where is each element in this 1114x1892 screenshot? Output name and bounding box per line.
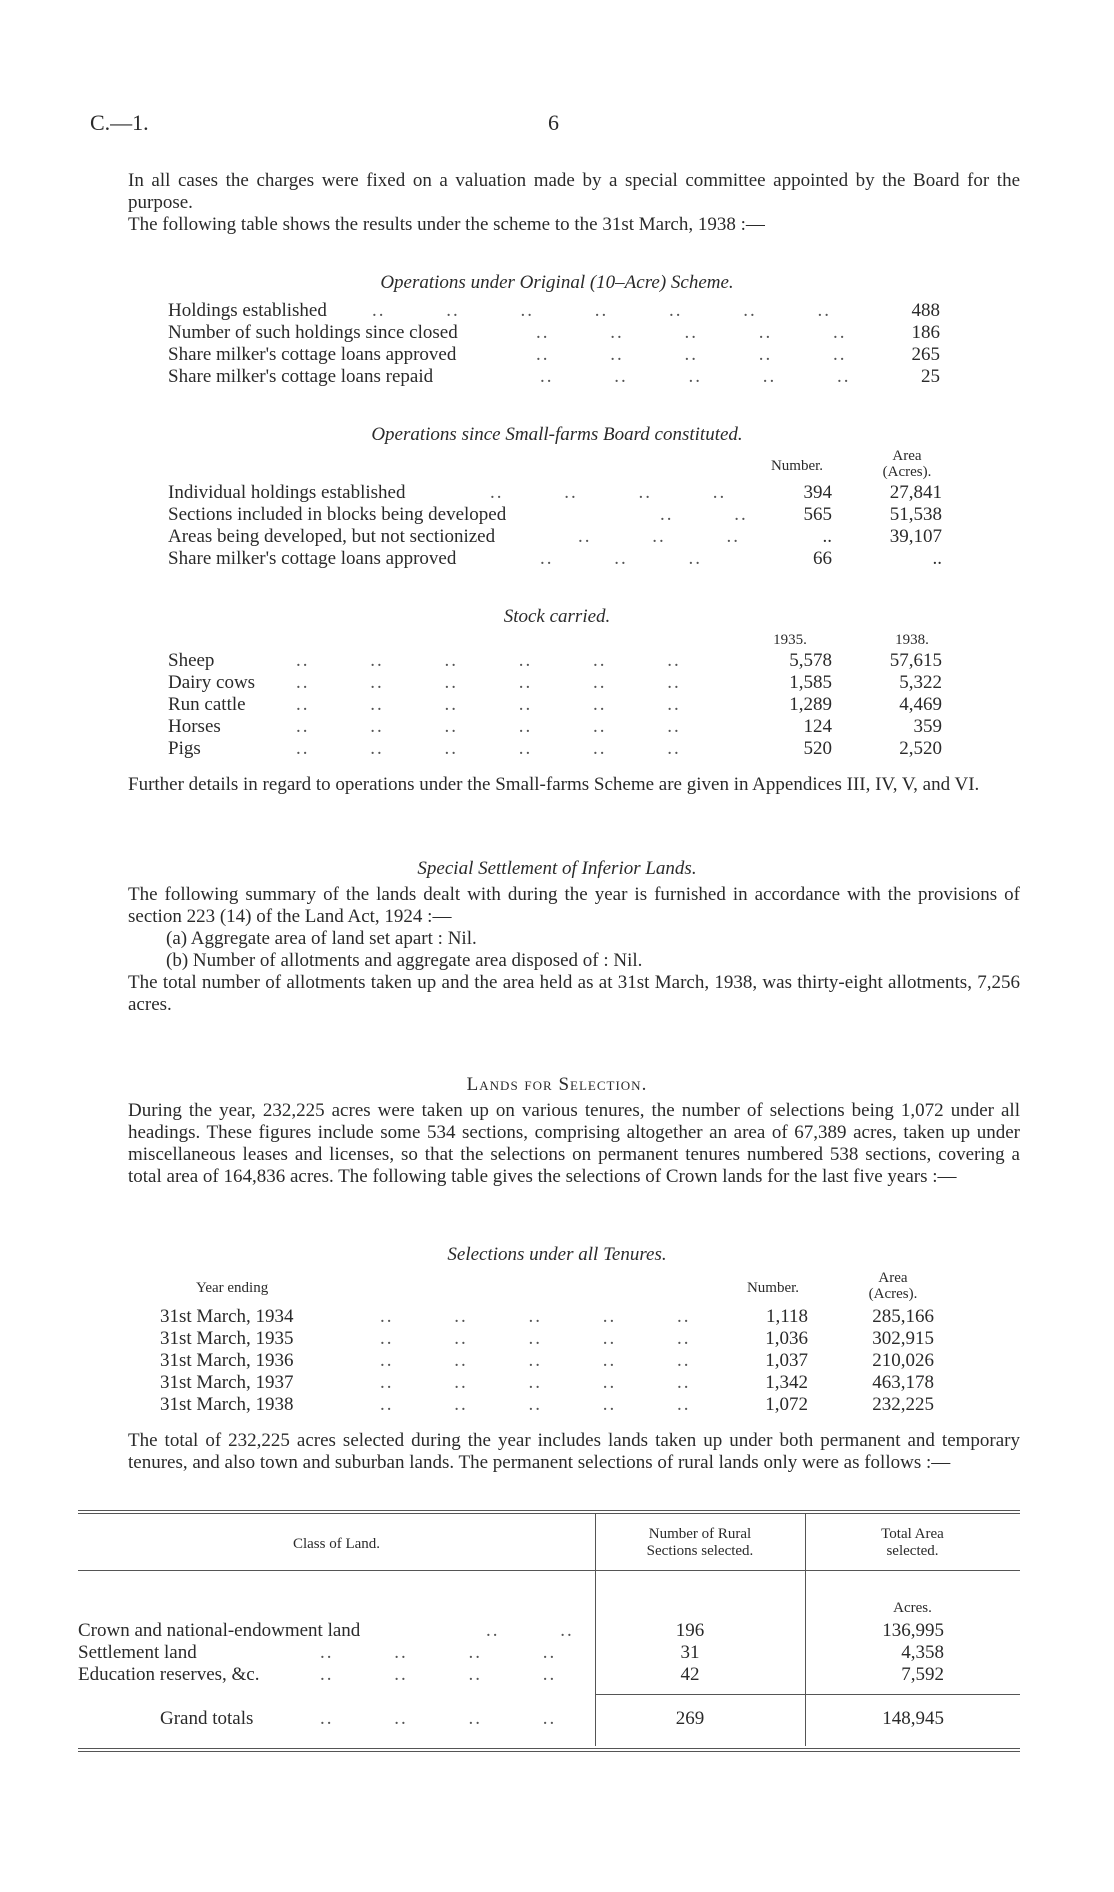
table-row: Education reserves, &c. .. .. .. .. 42 7,592 <box>78 1664 944 1685</box>
intro-line-2: The following table shows the results under the scheme to the 31st March, 1938 :— <box>128 214 765 235</box>
lands-for-selection-heading: Lands for Selection. <box>466 1074 648 1095</box>
table-row: Share milker's cottage loans approved .. .. .. .. .. 265 <box>168 344 940 365</box>
table-bottom-rule-2 <box>78 1751 1020 1752</box>
header-rule <box>78 1570 1020 1571</box>
table-row: Pigs .. .. .. .. .. .. 520 2,520 <box>168 738 942 759</box>
table-row: Crown and national-endowment land .. .. 196 136,995 <box>78 1620 944 1641</box>
table-row: Number of such holdings since closed .. .. .. .. .. 186 <box>168 322 940 343</box>
table-row: Individual holdings established .. .. .. .. 394 27,841 <box>168 482 942 503</box>
table-bottom-rule <box>78 1748 1020 1749</box>
column-header-1938: 1938. <box>895 632 929 648</box>
grand-totals-row: Grand totals .. .. .. .. 269 148,945 <box>160 1708 944 1729</box>
table-row: 31st March, 1935 .. .. .. .. .. 1,036 302,915 <box>160 1328 934 1349</box>
table-row: 31st March, 1937 .. .. .. .. .. 1,342 463,178 <box>160 1372 934 1393</box>
all-tenures-caption: Selections under all Tenures. <box>447 1244 667 1265</box>
acres-unit-label: Acres. <box>893 1600 932 1616</box>
intro-paragraph <box>78 170 1020 236</box>
column-header-number: Number. <box>746 1280 800 1296</box>
column-header-sections: Number of Rural Sections selected. <box>646 1526 754 1559</box>
column-header-1935: 1935. <box>773 632 807 648</box>
table-row: Run cattle .. .. .. .. .. .. 1,289 4,469 <box>168 694 942 715</box>
special-settlement-paragraph: The following summary of the lands dealt with during the year is furnished in accordance with the provisions of section 223 (14) of the Land Act, 1924 :— (a) Aggregate area of land set apart : Nil. (b) Number of allotments and aggregate area disposed of : Nil. The total number of allotments taken up and the area held as at 31st March, 1938, was thirty-eight allotments, 7,256 acres. <box>78 884 1020 1016</box>
table-row: Sheep .. .. .. .. .. .. 5,578 57,615 <box>168 650 942 671</box>
table-row: Share milker's cottage loans approved .. .. .. 66 .. <box>168 548 942 569</box>
page-number: 6 <box>548 110 559 135</box>
stock-caption: Stock carried. <box>503 606 611 627</box>
column-header-class: Class of Land. <box>292 1536 381 1552</box>
table-row: Share milker's cottage loans repaid .. .. .. .. .. 25 <box>168 366 940 387</box>
table-row: Areas being developed, but not sectionized .. .. .. .. 39,107 <box>168 526 942 547</box>
table-row: 31st March, 1938 .. .. .. .. .. 1,072 232,225 <box>160 1394 934 1415</box>
page-reference: C.—1. <box>90 110 149 135</box>
special-settlement-caption: Special Settlement of Inferior Lands. <box>417 858 697 879</box>
item-a: (a) Aggregate area of land set apart : Nil. <box>166 928 477 949</box>
further-details-paragraph: Further details in regard to operations under the Small-farms Scheme are given in Appendices III, IV, V, and VI. <box>128 774 980 795</box>
total-selected-paragraph: The total of 232,225 acres selected during the year includes lands taken up under both permanent and temporary tenures, and also town and suburban lands. The permanent selections of rural lands only were as follows :— <box>128 1430 1020 1473</box>
intro-line-1: In all cases the charges were fixed on a valuation made by a special committee appointed by the Board for the purpose. <box>128 170 1020 213</box>
table-row: Holdings established .. .. .. .. .. .. .. 488 <box>168 300 940 321</box>
table-row: Sections included in blocks being developed .. .. 565 51,538 <box>168 504 942 525</box>
table-row: 31st March, 1934 .. .. .. .. .. 1,118 285,166 <box>160 1306 934 1327</box>
subtotal-rule <box>595 1694 1020 1695</box>
column-header-area: Area (Acres). <box>882 448 932 480</box>
column-header-number: Number. <box>770 458 824 474</box>
column-header-total: Total Area selected. <box>881 1526 944 1559</box>
table-row: Horses .. .. .. .. .. .. 124 359 <box>168 716 942 737</box>
small-farms-caption: Operations since Small-farms Board constituted. <box>371 424 743 445</box>
table-row: Dairy cows .. .. .. .. .. .. 1,585 5,322 <box>168 672 942 693</box>
table-top-rule <box>78 1510 1020 1511</box>
item-b: (b) Number of allotments and aggregate area disposed of : Nil. <box>166 950 643 971</box>
table-row: 31st March, 1936 .. .. .. .. .. 1,037 210,026 <box>160 1350 934 1371</box>
lands-for-selection-paragraph: During the year, 232,225 acres were taken up on various tenures, the number of selections being 1,072 under all headings. These figures include some 534 sections, comprising altogether an area of 67,389 acres, taken up under miscellaneous leases and licenses, so that the selections on permanent tenures numbered 538 sections, covering a total area of 164,836 acres. The following table gives the selections of Crown lands for the last five years :— <box>128 1100 1020 1187</box>
column-header-area: Area (Acres). <box>868 1270 918 1302</box>
original-scheme-caption: Operations under Original (10–Acre) Scheme. <box>380 272 734 293</box>
table-row: Settlement land .. .. .. .. 31 4,358 <box>78 1642 944 1663</box>
column-header-year: Year ending <box>196 1280 269 1296</box>
table-top-rule-2 <box>78 1513 1020 1514</box>
